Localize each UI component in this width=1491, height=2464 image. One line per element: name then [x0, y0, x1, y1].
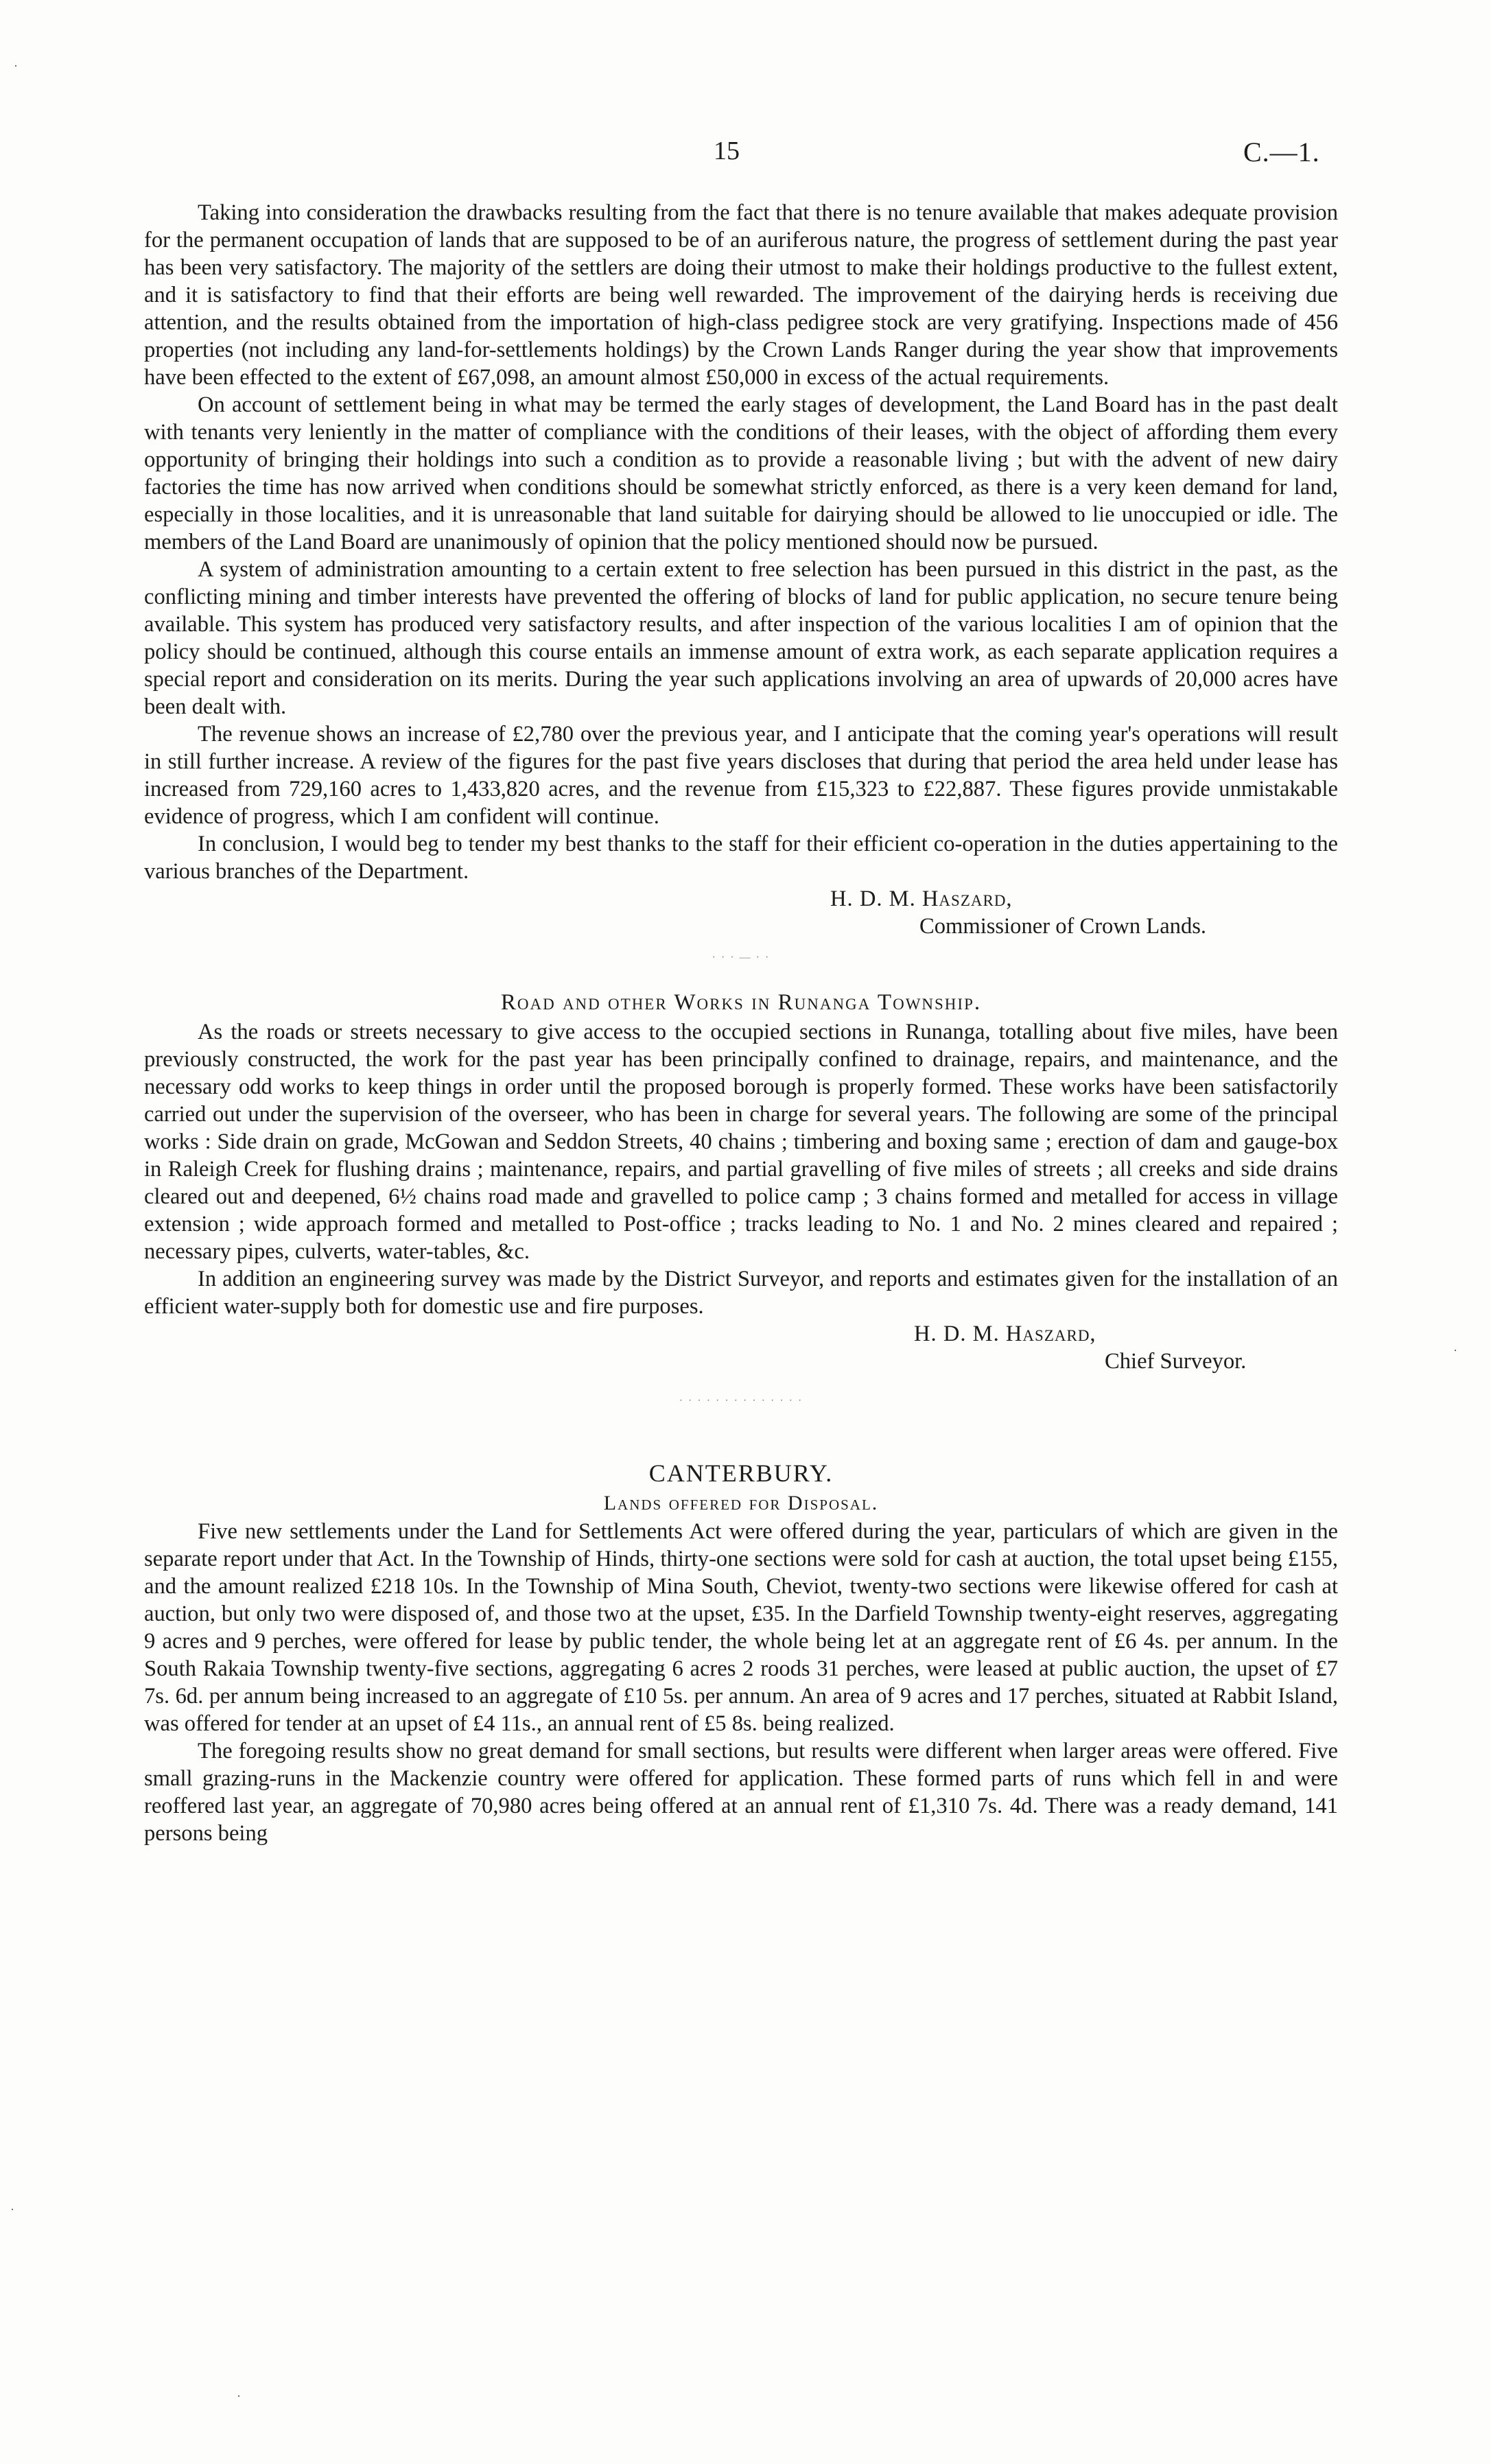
document-body	[144, 199, 1338, 1847]
margin-mark: ·	[14, 59, 18, 73]
signature-title: Chief Surveyor.	[1105, 1349, 1247, 1374]
paragraph: Taking into consideration the drawbacks resulting from the fact that there is no tenure available that makes adequate provision for the permanent occupation of lands that are supposed to be of an auriferous nature, the progress of settlement during the past year has been very satisfactory. The majority of the settlers are doing their utmost to make their holdings productive to the fullest extent, and it is satisfactory to find that their efforts are being well rewarded. The improvement of the dairying herds is receiving due attention, and the results obtained from the importation of high-class pedigree stock are very gratifying. Inspections made of 456 properties (not including any land-for-settlements holdings) by the Crown Lands Ranger during the year show that improvements have been effected to the extent of £67,098, an amount almost £50,000 in excess of the actual requirements.	[144, 200, 1338, 390]
signature-title-line	[144, 1348, 1338, 1375]
signature-name-line	[144, 1320, 1338, 1348]
paragraph: On account of settlement being in what may be termed the early stages of development, the Land Board has in the past dealt with tenants very leniently in the matter of compliance with the conditions of their leases, with the object of affording them every opportunity of bringing their holdings into such a condition as to provide a reasonable living ; but with the advent of new dairy factories the time has now arrived when conditions should be somewhat strictly enforced, as there is a very keen demand for land, especially in those localities, and it is unreasonable that land suitable for dairying should be allowed to lie unoccupied or idle. The members of the Land Board are unanimously of opinion that the policy mentioned should now be pursued.	[144, 392, 1338, 554]
signature-title-line	[144, 913, 1338, 940]
signature-name: H. D. M. Haszard,	[830, 887, 1013, 911]
paragraph: The revenue shows an increase of £2,780 over the previous year, and I anticipate that the coming year's operations will result in still further increase. A review of the figures for the past five years discloses that during that period the area held under lease has increased from 729,160 acres to 1,433,820 acres, and the revenue from £15,323 to £22,887. These figures provide unmistakable evidence of progress, which I am confident will continue.	[144, 722, 1338, 829]
page-number: 15	[714, 137, 740, 165]
paragraph: A system of administration amounting to a certain extent to free selection has been pursued in this district in the past, as the conflicting mining and timber interests have prevented the offering of blocks of land for public application, no secure tenure being available. This system has produced very satisfactory results, and after inspection of the various localities I am of opinion that the policy should be continued, although this course entails an immense amount of extra work, as each separate application requires a special report and consideration on its merits. During the year such applications involving an area of upwards of 20,000 acres have been dealt with.	[144, 557, 1338, 719]
signature-title: Commissioner of Crown Lands.	[919, 914, 1207, 939]
section-canterbury	[144, 1457, 1338, 1847]
section-heading: Road and other Works in Runanga Township.	[500, 990, 982, 1015]
page-header	[0, 136, 1491, 170]
section-commissioner-report	[144, 199, 1338, 940]
paragraph: Five new settlements under the Land for Settlements Act were offered during the year, particulars of which are given in the separate report under that Act. In the Township of Hinds, thirty-one sections were sold for cash at auction, the total upset being £155, and the amount realized £218 10s. In the Township of Mina South, Cheviot, twenty-two sections were likewise offered for cash at auction, but only two were disposed of, and those two at the upset, £35. In the Darfield Township twenty-eight reserves, aggregating 9 acres and 9 perches, were offered for lease by public tender, the whole being let at an aggregate rent of £6 4s. per annum. In the South Rakaia Township twenty-five sections, aggregating 6 acres 2 roods 31 perches, were leased at public auction, the upset of £7 7s. 6d. per annum being increased to an aggregate of £10 5s. per annum. An area of 9 acres and 17 perches, situated at Rabbit Island, was offered for tender at an upset of £4 11s., an annual rent of £5 8s. being realized.	[144, 1519, 1338, 1736]
margin-mark: ·	[237, 2389, 241, 2403]
margin-mark: ·	[1453, 1344, 1457, 1357]
signature-name-line	[144, 885, 1338, 913]
report-code: C.—1.	[1243, 137, 1320, 167]
section-divider: · · · · · · · · · · · · · ·	[679, 1395, 803, 1407]
paragraph: As the roads or streets necessary to give access to the occupied sections in Runanga, totalling about five miles, have been previously constructed, the work for the past year has been principally confined to drainage, repairs, and maintenance, and the necessary odd works to keep things in order until the proposed borough is properly formed. These works have been satisfactorily carried out under the supervision of the overseer, who has been in charge for several years. The following are some of the principal works : Side drain on grade, McGowan and Seddon Streets, 40 chains ; timbering and boxing same ; erection of dam and gauge-box in Raleigh Creek for flushing drains ; maintenance, repairs, and partial gravelling of five miles of streets ; all creeks and side drains cleared out and deepened, 6½ chains road made and gravelled to police camp ; 3 chains formed and metalled for access in village extension ; wide approach formed and metalled to Post-office ; tracks leading to No. 1 and No. 2 mines cleared and repaired ; necessary pipes, culverts, water-tables, &c.	[144, 1020, 1338, 1264]
margin-mark: ·	[10, 2203, 14, 2216]
signature-name: H. D. M. Haszard,	[914, 1322, 1096, 1346]
section-divider: · · · — · ·	[712, 952, 771, 963]
paragraph: In conclusion, I would beg to tender my best thanks to the staff for their efficient co-operation in the duties appertaining to the various branches of the Department.	[144, 832, 1338, 884]
section-runanga-works	[144, 987, 1338, 1375]
district-heading: CANTERBURY.	[648, 1459, 834, 1487]
paragraph: The foregoing results show no great demand for small sections, but results were different when larger areas were offered. Five small grazing-runs in the Mackenzie country were offered for application. These formed parts of runs which fell in and were reoffered last year, an aggregate of 70,980 acres being offered at an annual rent of £1,310 7s. 4d. There was a ready demand, 141 persons being	[144, 1739, 1338, 1846]
paragraph: In addition an engineering survey was made by the District Surveyor, and reports and estimates given for the installation of an efficient water-supply both for domestic use and fire purposes.	[144, 1267, 1338, 1319]
section-subheading: Lands offered for Disposal.	[603, 1492, 879, 1514]
